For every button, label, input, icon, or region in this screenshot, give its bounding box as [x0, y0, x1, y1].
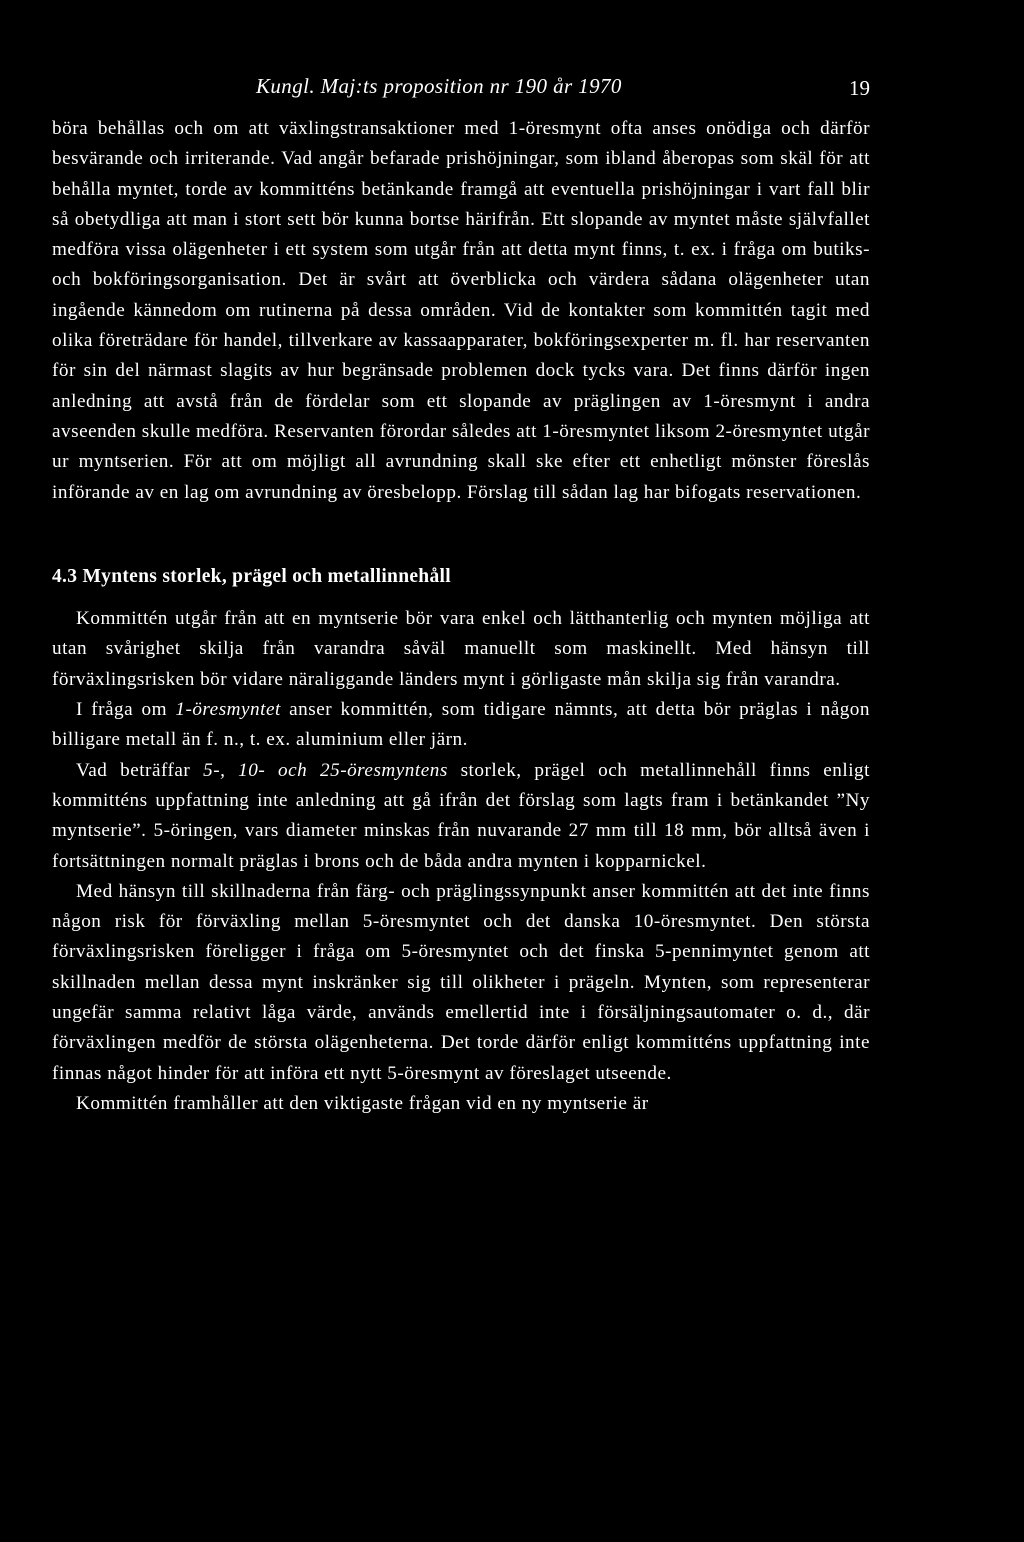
section-paragraph-4: Med hänsyn till skillnaderna från färg- och präglingssynpunkt anser kommittén att det inte finns någon risk för förväxling mellan 5-öresmyntet och det danska 10-öresmyntet. Den största förväxlingsrisken föreligger i fråga om 5-öresmyntet och det finska 5-pennimyntet genom att skillnaden mellan dessa mynt inskränker sig till olikheter i prägeln. Mynten, som representerar ungefär samma relativt låga värde, används emellertid inte i försäljningsautomater o. d., där förväxlingen medför de största olägenheterna. Det torde därför enligt kommitténs uppfattning inte finnas något hinder för att införa ett nytt 5-öresmynt av föreslaget utseende.	[52, 880, 870, 1084]
document-page	[52, 74, 870, 1119]
section-paragraph-2	[52, 695, 870, 756]
page-header	[52, 74, 870, 114]
section-heading	[52, 562, 870, 592]
intro-paragraph: böra behållas och om att växlingstransaktioner med 1-öresmynt ofta anses onödiga och därför besvärande och irriterande. Vad angår befarade prishöjningar, som ibland åberopas som skäl för att behålla myntet, torde av kommitténs betänkande framgå att eventuella prishöjningar i vart fall blir så obetydliga att man i stort sett bör kunna bortse härifrån. Ett slopande av myntet måste självfallet medföra vissa olägenheter i ett system som utgår från att detta mynt finns, t. ex. i fråga om butiks- och bokföringsorganisation. Det är svårt att överblicka och värdera sådana olägenheter utan ingående kännedom om rutinerna på dessa områden. Vid de kontakter som kommittén tagit med olika företrädare för handel, tillverkare av kassaapparater, bokföringsexperter m. fl. har reservanten för sin del närmast slagits av hur begränsade problemen dock tycks vara. Det finns därför ingen anledning att avstå från de fördelar som ett slopande av präglingen av 1-öresmynt i andra avseenden skulle medföra. Reservanten förordar således att 1-öresmyntet liksom 2-öresmyntet utgår ur myntserien. För att om möjligt all avrundning skall ske efter ett enhetligt mönster föreslås införande av en lag om avrundning av öresbelopp. Förslag till sådan lag har bifogats reservationen.	[52, 118, 870, 503]
section-paragraph-3	[52, 756, 870, 877]
paragraph-text: Vad beträffar	[76, 759, 204, 781]
section-paragraph-5: Kommittén framhåller att den viktigaste frågan vid en ny myntserie är	[76, 1092, 649, 1114]
emphasis-term: 1-öresmyntet	[175, 699, 281, 721]
section-4-3	[52, 562, 870, 1119]
section-title: Myntens storlek, prägel och metallinnehåll	[82, 565, 451, 587]
emphasis-term: 5-, 10- och 25-öresmyntens	[203, 759, 448, 781]
section-number: 4.3	[52, 565, 78, 587]
body-text	[52, 114, 870, 1119]
paragraph-text: storlek, prägel och metallinnehåll finns enligt kommitténs uppfattning inte anledning att gå ifrån det förslag som lagts fram i betänkandet ”Ny myntserie”. 5-öringen, vars diameter minskas från nuvarande 27 mm till 18 mm, bör alltså även i fortsättningen normalt präglas i brons och de båda andra mynten i kopparnickel.	[52, 759, 870, 872]
page-number: 19	[849, 76, 870, 100]
section-paragraph-1: Kommittén utgår från att en myntserie bör vara enkel och lätthanterlig och mynten möjliga att utan svårighet skilja från varandra såväl manuellt som maskinellt. Med hänsyn till förväxlingsrisken bör vidare näraliggande länders mynt i görligaste mån skilja sig från varandra.	[52, 608, 870, 690]
paragraph-text: anser kommittén, som tidigare nämnts, att detta bör präglas i någon billigare metall än f. n., t. ex. aluminium eller järn.	[52, 699, 870, 751]
paragraph-text: I fråga om	[76, 699, 176, 721]
running-title: Kungl. Maj:ts proposition nr 190 år 1970	[256, 74, 622, 98]
